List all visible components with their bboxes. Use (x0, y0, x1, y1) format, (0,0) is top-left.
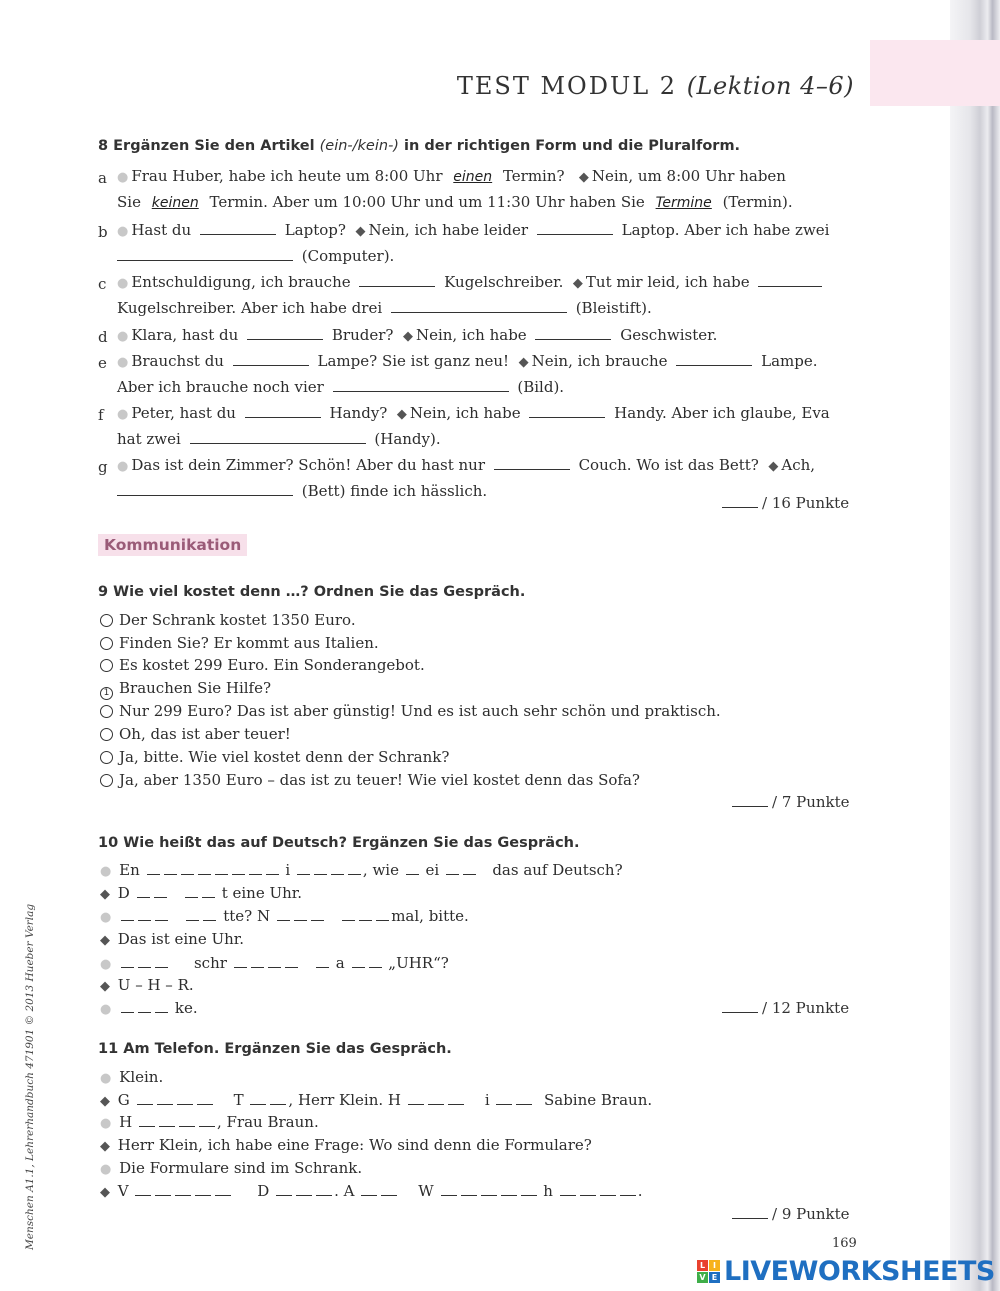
letter-blank[interactable] (348, 862, 361, 875)
letter-blank[interactable] (121, 1000, 134, 1013)
letter-blank[interactable] (316, 1183, 332, 1196)
letter-blank[interactable] (155, 908, 168, 921)
speaker-b-diamond-icon: ◆ (572, 276, 583, 291)
order-circle-icon: 1 (100, 687, 113, 700)
item-letter: b (98, 223, 108, 241)
letter-blank[interactable] (155, 1000, 168, 1013)
ex10-points: / 12 Punkte (722, 999, 849, 1017)
answer-blank[interactable] (117, 481, 293, 496)
letter-blank[interactable] (620, 1183, 636, 1196)
speaker-a-bullet-icon: ● (117, 407, 129, 422)
points-blank[interactable] (722, 1012, 758, 1013)
scan-page-edge (950, 0, 1000, 1291)
letter-blank[interactable] (448, 1092, 464, 1105)
letter-blank[interactable] (164, 862, 177, 875)
ex8-a-line2: Sie keinen Termin. Aber um 10:00 Uhr und um 11:30 Uhr haben Sie Termine (Termin). (117, 193, 793, 211)
letter-blank[interactable] (202, 885, 215, 898)
letter-blank[interactable] (250, 1092, 266, 1105)
points-blank[interactable] (732, 1218, 768, 1219)
letter-blank[interactable] (496, 1092, 512, 1105)
letter-blank[interactable] (446, 862, 459, 875)
ex8-e-line2: Aber ich brauche noch vier (Bild). (117, 378, 565, 396)
ex10-line: ● ke. (100, 999, 198, 1017)
order-circle-icon (100, 774, 113, 787)
answer-field[interactable]: Termine (655, 195, 712, 211)
page-number: 169 (832, 1236, 857, 1251)
letter-blank[interactable] (215, 862, 228, 875)
ex10-line: ● schr a „UHR“? (100, 954, 449, 972)
letter-blank[interactable] (314, 862, 327, 875)
letter-blank[interactable] (135, 1183, 151, 1196)
speaker-b-diamond-icon: ◆ (100, 1185, 110, 1200)
publisher-credit: Menschen A1.1, Lehrerhandbuch 471901 © 2013 Hueber Verlag (24, 903, 36, 1250)
speaker-b-diamond-icon: ◆ (402, 329, 413, 344)
order-circle-icon (100, 637, 113, 650)
letter-blank[interactable] (560, 1183, 576, 1196)
letter-blank[interactable] (159, 1114, 175, 1127)
letter-blank[interactable] (232, 862, 245, 875)
speaker-a-bullet-icon: ● (117, 276, 129, 291)
letter-blank[interactable] (428, 1092, 444, 1105)
order-circle-icon (100, 659, 113, 672)
ex9-item[interactable]: Finden Sie? Er kommt aus Italien. (100, 634, 379, 652)
speaker-a-bullet-icon: ● (117, 170, 129, 185)
answer-blank[interactable] (247, 325, 323, 340)
order-circle-icon (100, 751, 113, 764)
letter-blank[interactable] (157, 1092, 173, 1105)
speaker-a-bullet-icon: ● (100, 1002, 112, 1017)
letter-blank[interactable] (179, 1114, 195, 1127)
speaker-a-bullet-icon: ● (117, 329, 129, 344)
ex8-a-line1: ● Frau Huber, habe ich heute um 8:00 Uhr einen Termin? ◆ Nein, um 8:00 Uhr haben (117, 167, 786, 185)
letter-blank[interactable] (311, 908, 324, 921)
ex9-item[interactable]: 1 Brauchen Sie Hilfe? (100, 679, 271, 700)
answer-blank[interactable] (758, 272, 822, 287)
letter-blank[interactable] (121, 908, 134, 921)
ex8-e-line1: ● Brauchst du Lampe? Sie ist ganz neu! ◆ Nein, ich brauche Lampe. (117, 352, 818, 370)
item-letter: e (98, 354, 107, 372)
letter-blank[interactable] (352, 955, 365, 968)
ex10-line: ● En i , wie ei das auf Deutsch? (100, 861, 623, 879)
letter-blank[interactable] (376, 908, 389, 921)
letter-blank[interactable] (441, 1183, 457, 1196)
ex11-points: / 9 Punkte (732, 1205, 850, 1223)
ex8-b-line2: (Computer). (117, 246, 394, 265)
speaker-b-diamond-icon: ◆ (768, 459, 779, 474)
speaker-b-diamond-icon: ◆ (100, 979, 110, 994)
letter-blank[interactable] (276, 1183, 292, 1196)
answer-blank[interactable] (200, 220, 276, 235)
speaker-b-diamond-icon: ◆ (396, 407, 407, 422)
ex10-line: ◆ D t eine Uhr. (100, 884, 303, 902)
ex11-line: ◆ V D . A W h . (100, 1182, 643, 1200)
speaker-b-diamond-icon: ◆ (355, 224, 366, 239)
answer-blank[interactable] (233, 351, 309, 366)
letter-blank[interactable] (185, 885, 198, 898)
ex11-line: ◆ G T , Herr Klein. H i Sabine Braun. (100, 1091, 653, 1109)
exercise-8-title: 8 Ergänzen Sie den Artikel (ein-/kein-) in der richtigen Form und die Pluralform. (98, 138, 741, 154)
ex8-d-line1: ● Klara, hast du Bruder? ◆ Nein, ich habe Geschwister. (117, 326, 718, 344)
speaker-b-diamond-icon: ◆ (100, 887, 110, 902)
letter-blank[interactable] (249, 862, 262, 875)
ex10-line: ● tte? N mal, bitte. (100, 907, 469, 925)
speaker-b-diamond-icon: ◆ (578, 170, 589, 185)
answer-blank[interactable] (494, 455, 570, 470)
speaker-a-bullet-icon: ● (100, 1071, 112, 1086)
letter-blank[interactable] (155, 955, 168, 968)
answer-blank[interactable] (333, 377, 509, 392)
ex9-points: / 7 Punkte (732, 793, 850, 811)
answer-field[interactable]: einen (453, 169, 493, 185)
speaker-a-bullet-icon: ● (117, 355, 129, 370)
speaker-a-bullet-icon: ● (117, 224, 129, 239)
ex8-g-line1: ● Das ist dein Zimmer? Schön! Aber du hast nur Couch. Wo ist das Bett? ◆ Ach, (117, 456, 816, 474)
ex10-line: ◆ Das ist eine Uhr. (100, 930, 245, 948)
section-label-kommunikation: Kommunikation (98, 534, 247, 556)
letter-blank[interactable] (521, 1183, 537, 1196)
ex11-line: ◆ Herr Klein, ich habe eine Frage: Wo sind denn die Formulare? (100, 1136, 592, 1154)
ex8-c-line1: ● Entschuldigung, ich brauche Kugelschreiber. ◆ Tut mir leid, ich habe (117, 272, 826, 291)
letter-blank[interactable] (121, 955, 134, 968)
exercise-9-title: 9 Wie viel kostet denn …? Ordnen Sie das Gespräch. (98, 584, 526, 600)
ex8-f-line1: ● Peter, hast du Handy? ◆ Nein, ich habe Handy. Aber ich glaube, Eva (117, 404, 830, 422)
item-letter: f (98, 406, 104, 424)
ex8-f-line2: hat zwei (Handy). (117, 430, 441, 448)
item-letter: d (98, 328, 108, 346)
ex9-item[interactable]: Es kostet 299 Euro. Ein Sonderangebot. (100, 656, 425, 674)
item-letter: g (98, 458, 108, 476)
answer-blank[interactable] (359, 272, 435, 287)
ex8-g-line2: (Bett) finde ich hässlich. (117, 481, 487, 500)
ex8-c-line2: Kugelschreiber. Aber ich habe drei (Bleistift). (117, 299, 652, 317)
answer-blank[interactable] (245, 403, 321, 418)
letter-blank[interactable] (580, 1183, 596, 1196)
letter-blank[interactable] (177, 1092, 193, 1105)
header-band (870, 40, 1000, 106)
letter-blank[interactable] (361, 1183, 377, 1196)
ex10-line: ◆ U – H – R. (100, 976, 194, 994)
speaker-b-diamond-icon: ◆ (100, 1094, 110, 1109)
letter-blank[interactable] (359, 908, 372, 921)
letter-blank[interactable] (268, 955, 281, 968)
letter-blank[interactable] (406, 862, 419, 875)
order-circle-icon (100, 705, 113, 718)
speaker-a-bullet-icon: ● (117, 459, 129, 474)
speaker-a-bullet-icon: ● (100, 1162, 112, 1177)
speaker-a-bullet-icon: ● (100, 864, 112, 879)
letter-blank[interactable] (181, 862, 194, 875)
answer-blank[interactable] (391, 298, 567, 313)
letter-blank[interactable] (195, 1183, 211, 1196)
letter-blank[interactable] (137, 885, 150, 898)
letter-blank[interactable] (501, 1183, 517, 1196)
letter-blank[interactable] (199, 1114, 215, 1127)
letter-blank[interactable] (463, 862, 476, 875)
exercise-10-title: 10 Wie heißt das auf Deutsch? Ergänzen Sie das Gespräch. (98, 835, 580, 851)
letter-blank[interactable] (381, 1183, 397, 1196)
letter-blank[interactable] (198, 862, 211, 875)
letter-blank[interactable] (175, 1183, 191, 1196)
letter-blank[interactable] (234, 955, 247, 968)
liveworksheets-logo-text: LIVEWORKSHEETS (724, 1256, 995, 1287)
item-letter: a (98, 169, 107, 187)
liveworksheets-logo[interactable] (697, 1256, 995, 1287)
letter-blank[interactable] (138, 1000, 151, 1013)
letter-blank[interactable] (138, 908, 151, 921)
letter-blank[interactable] (138, 955, 151, 968)
letter-blank[interactable] (331, 862, 344, 875)
letter-blank[interactable] (481, 1183, 497, 1196)
speaker-a-bullet-icon: ● (100, 957, 112, 972)
letter-blank[interactable] (270, 1092, 286, 1105)
letter-blank[interactable] (155, 1183, 171, 1196)
letter-blank[interactable] (342, 908, 355, 921)
letter-blank[interactable] (316, 955, 329, 968)
ex8-points: / 16 Punkte (722, 494, 849, 512)
ex9-item[interactable]: Oh, das ist aber teuer! (100, 725, 291, 743)
letter-blank[interactable] (147, 862, 160, 875)
ex9-item[interactable]: Nur 299 Euro? Das ist aber günstig! Und es ist auch sehr schön und praktisch. (100, 702, 721, 720)
order-circle-icon (100, 614, 113, 627)
points-blank[interactable] (732, 806, 768, 807)
page-title: TEST MODUL 2 (Lektion 4–6) (456, 72, 854, 100)
letter-blank[interactable] (294, 908, 307, 921)
speaker-a-bullet-icon: ● (100, 1116, 112, 1131)
answer-blank[interactable] (190, 429, 366, 444)
item-letter: c (98, 275, 107, 293)
letter-blank[interactable] (408, 1092, 424, 1105)
answer-blank[interactable] (535, 325, 611, 340)
exercise-11-title: 11 Am Telefon. Ergänzen Sie das Gespräch. (98, 1041, 452, 1057)
speaker-a-bullet-icon: ● (100, 910, 112, 925)
ex9-item[interactable]: Ja, bitte. Wie viel kostet denn der Schrank? (100, 748, 449, 766)
ex11-line: ● Klein. (100, 1068, 164, 1086)
letter-blank[interactable] (203, 908, 216, 921)
answer-blank[interactable] (676, 351, 752, 366)
letter-blank[interactable] (600, 1183, 616, 1196)
letter-blank[interactable] (461, 1183, 477, 1196)
letter-blank[interactable] (516, 1092, 532, 1105)
letter-blank[interactable] (285, 955, 298, 968)
liveworksheets-logo-icon: L I V E (697, 1260, 720, 1283)
letter-blank[interactable] (369, 955, 382, 968)
ex9-item[interactable]: Ja, aber 1350 Euro – das ist zu teuer! Wie viel kostet denn das Sofa? (100, 771, 640, 789)
letter-blank[interactable] (197, 1092, 213, 1105)
speaker-b-diamond-icon: ◆ (518, 355, 529, 370)
letter-blank[interactable] (139, 1114, 155, 1127)
letter-blank[interactable] (215, 1183, 231, 1196)
ex9-item[interactable]: Der Schrank kostet 1350 Euro. (100, 611, 356, 629)
letter-blank[interactable] (251, 955, 264, 968)
letter-blank[interactable] (186, 908, 199, 921)
order-circle-icon (100, 728, 113, 741)
ex11-line: ● Die Formulare sind im Schrank. (100, 1159, 363, 1177)
answer-blank[interactable] (537, 220, 613, 235)
ex8-b-line1: ● Hast du Laptop? ◆ Nein, ich habe leider Laptop. Aber ich habe zwei (117, 221, 830, 239)
letter-blank[interactable] (297, 862, 310, 875)
speaker-b-diamond-icon: ◆ (100, 933, 110, 948)
speaker-b-diamond-icon: ◆ (100, 1139, 110, 1154)
letter-blank[interactable] (154, 885, 167, 898)
letter-blank[interactable] (137, 1092, 153, 1105)
answer-blank[interactable] (529, 403, 605, 418)
answer-field[interactable]: keinen (151, 195, 199, 211)
letter-blank[interactable] (296, 1183, 312, 1196)
letter-blank[interactable] (277, 908, 290, 921)
answer-blank[interactable] (117, 246, 293, 261)
points-blank[interactable] (722, 507, 758, 508)
ex11-line: ● H , Frau Braun. (100, 1113, 319, 1131)
letter-blank[interactable] (266, 862, 279, 875)
